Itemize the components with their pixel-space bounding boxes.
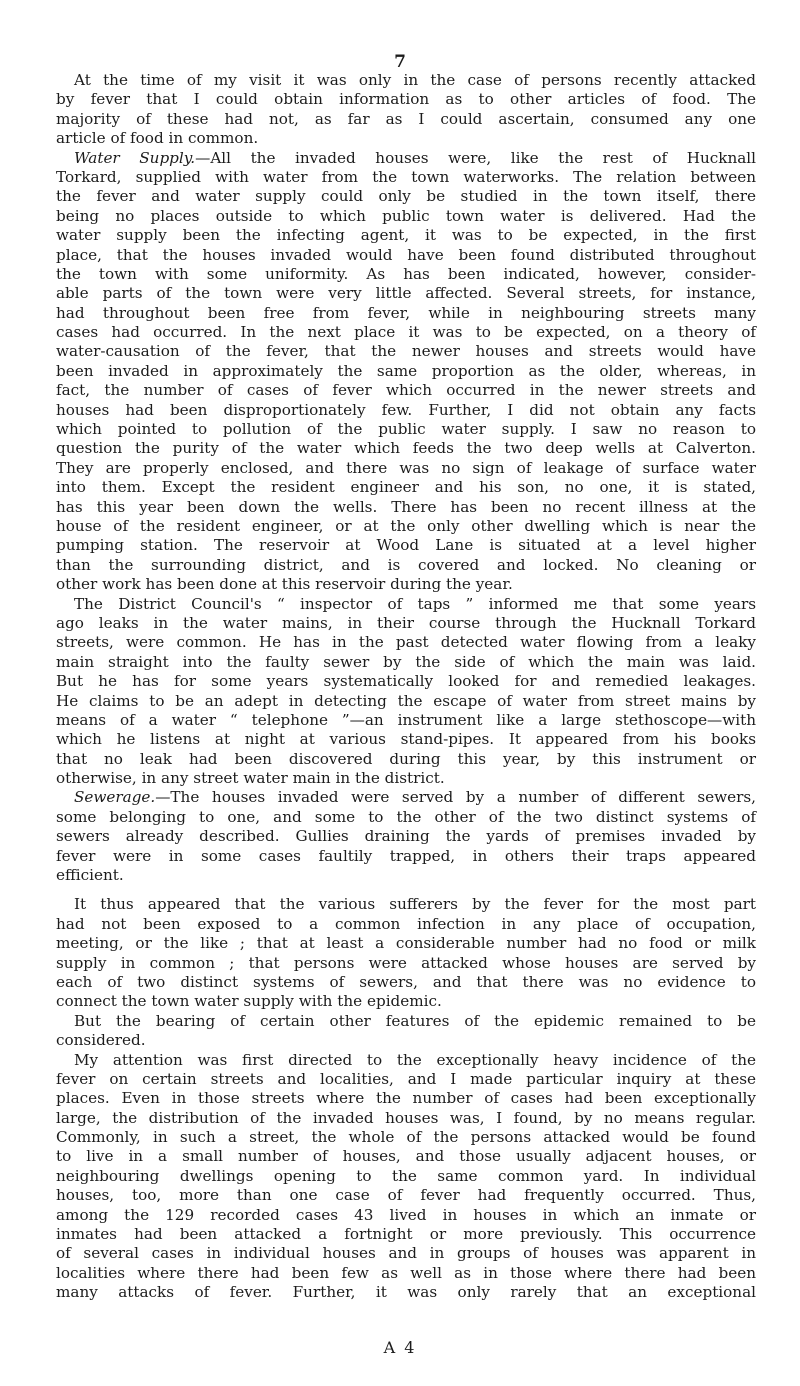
text-line [56,915,756,934]
text-line [56,517,756,536]
signature-mark: A 4 [383,1338,417,1357]
line-text: able parts of the town were very little affected. Several streets, for instance, [56,284,756,303]
line-text: the town with some uniformity. As has been indicated, however, consider- [56,264,756,283]
line-text: considered. [56,1031,146,1050]
text-line [56,381,756,400]
text-line [56,401,756,420]
line-text: meeting, or the like ; that at least a considerable number had no food or milk [56,934,756,953]
line-text: pumping station. The reservoir at Wood Lane is situated at a level higher [56,536,756,555]
line-text: many attacks of fever. Further, it was only rarely that an exceptional [56,1283,756,1302]
text-line [56,129,756,148]
text-line [56,788,756,807]
line-text: had throughout been free from fever, while in neighbouring streets many [56,303,756,322]
line-text: The District Council's “ inspector of taps ” informed me that some years [74,594,756,613]
text-line [56,90,756,109]
line-text: the fever and water supply could only be studied in the town itself, there [56,187,756,206]
line-text: It thus appeared that the various sufferers by the fever for the most part [74,895,756,914]
line-text: Commonly, in such a street, the whole of the persons attacked would be found [56,1128,756,1147]
section-heading: Water Supply. [74,148,196,167]
line-text: fever on certain streets and localities, and I made particular inquiry at these [56,1069,756,1088]
text-line [56,149,756,168]
text-line [56,536,756,555]
line-text: of several cases in individual houses and in groups of houses was apparent in [56,1244,756,1263]
text-line [56,478,756,497]
text-line [56,1186,756,1205]
text-line [56,1206,756,1225]
text-line [56,1264,756,1283]
text-line [56,498,756,517]
text-line [56,954,756,973]
line-text: places. Even in those streets where the number of cases had been exceptionally [56,1089,756,1108]
line-text: majority of these had not, as far as I could ascertain, consumed any one [56,109,756,128]
text-line [56,992,756,1011]
text-line [56,750,756,769]
text-line [56,556,756,575]
text-line [56,1283,756,1302]
text-line [56,1012,756,1031]
text-line [56,284,756,303]
line-text: each of two distinct systems of sewers, and that there was no evidence to [56,972,756,991]
line-text: water supply been the infecting agent, it was to be expected, in the first [56,226,756,245]
text-line [56,265,756,284]
line-text: My attention was first directed to the exceptionally heavy incidence of the [74,1050,756,1069]
line-text: localities where there had been few as well as in those where there had been [56,1263,756,1282]
text-line [56,323,756,342]
text-line [56,653,756,672]
text-line [56,711,756,730]
line-text: large, the distribution of the invaded houses was, I found, by no means regular. [56,1108,756,1127]
text-line [56,1167,756,1186]
text-line [56,1128,756,1147]
text-line [56,692,756,711]
text-line [56,420,756,439]
line-text: supply in common ; that persons were attacked whose houses are served by [56,953,756,972]
text-line [56,769,756,788]
line-text: by fever that I could obtain information as to other articles of food. The [56,90,756,109]
report-body-text [56,71,756,1303]
text-line [56,847,756,866]
text-line [56,459,756,478]
text-line [56,633,756,652]
line-text: fact, the number of cases of fever which occurred in the newer streets and [56,381,756,400]
text-line [56,575,756,594]
text-line [56,304,756,323]
line-text: other work has been done at this reservoir during the year. [56,575,513,594]
line-text: But the bearing of certain other features of the epidemic remained to be [74,1011,756,1030]
line-text: efficient. [56,866,124,885]
text-line [56,1070,756,1089]
line-text: question the purity of the water which feeds the two deep wells at Calverton. [56,439,756,458]
line-text: sewers already described. Gullies draining the yards of premises invaded by [56,827,756,846]
text-line [56,207,756,226]
text-line [56,1225,756,1244]
text-line [56,439,756,458]
line-text: into them. Except the resident engineer and his son, no one, it is stated, [56,478,756,497]
text-line [56,866,756,885]
text-line [56,1109,756,1128]
text-line [56,730,756,749]
line-text: some belonging to one, and some to the other of the two distinct systems of [56,807,756,826]
line-text: had not been exposed to a common infection in any place of occupation, [56,914,756,933]
line-text: place, that the houses invaded would have been found distributed throughout [56,245,756,264]
text-line [56,808,756,827]
line-text: ago leaks in the water mains, in their course through the Hucknall Torkard [56,613,756,632]
page-number: 7 [394,52,406,72]
text-line [56,672,756,691]
line-text: than the surrounding district, and is covered and locked. No cleaning or [56,555,756,574]
line-text: to live in a small number of houses, and those usually adjacent houses, or [56,1147,756,1166]
text-line [56,614,756,633]
text-line [56,226,756,245]
line-text: He claims to be an adept in detecting the escape of water from street mains by [56,691,756,710]
line-text: houses had been disproportionately few. Further, I did not obtain any facts [56,400,756,419]
text-line [56,168,756,187]
line-text: —All the invaded houses were, like the rest of Hucknall [195,148,756,167]
line-text: article of food in common. [56,129,259,148]
line-text: houses, too, more than one case of fever had frequently occurred. Thus, [56,1186,756,1205]
text-line [56,1147,756,1166]
line-text: being no places outside to which public town water is delivered. Had the [56,206,756,225]
line-text: that no leak had been discovered during this year, by this instrument or [56,749,756,768]
line-text: But he has for some years systematically looked for and remedied leakages. [56,672,756,691]
line-text: water-causation of the fever, that the newer houses and streets would have [56,342,756,361]
text-line [56,895,756,914]
text-line [56,1031,756,1050]
text-line [56,342,756,361]
line-text: been invaded in approximately the same proportion as the older, whereas, in [56,361,756,380]
line-text: among the 129 recorded cases 43 lived in houses in which an inmate or [56,1205,756,1224]
text-line [56,827,756,846]
text-line [56,71,756,90]
line-text: main straight into the faulty sewer by the side of which the main was laid. [56,652,756,671]
text-line [56,595,756,614]
line-text: inmates had been attacked a fortnight or more previously. This occurrence [56,1225,756,1244]
text-line [56,362,756,381]
line-text: cases had occurred. In the next place it was to be expected, on a theory of [56,323,756,342]
line-text: Torkard, supplied with water from the town waterworks. The relation between [56,167,756,186]
text-line [56,973,756,992]
text-line [56,187,756,206]
line-text: house of the resident engineer, or at the only other dwelling which is near the [56,516,756,535]
line-text: otherwise, in any street water main in the district. [56,769,445,788]
line-text: —The houses invaded were served by a number of different sewers, [155,788,756,807]
text-line [56,1089,756,1108]
text-line [56,934,756,953]
line-text: neighbouring dwellings opening to the same common yard. In individual [56,1166,756,1185]
section-heading: Sewerage. [74,788,156,807]
text-line [56,1051,756,1070]
text-line [56,1244,756,1263]
line-text: At the time of my visit it was only in the case of persons recently attacked [74,71,756,89]
line-text: means of a water “ telephone ”—an instrument like a large stethoscope—with [56,710,756,729]
line-text: streets, were common. He has in the past detected water flowing from a leaky [56,633,756,652]
text-line [56,110,756,129]
text-line [56,246,756,265]
line-text: has this year been down the wells. There has been no recent illness at the [56,497,756,516]
line-text: which he listens at night at various stand-pipes. It appeared from his books [56,730,756,749]
line-text: They are properly enclosed, and there was no sign of leakage of surface water [56,458,756,477]
line-text: fever were in some cases faultily trapped, in others their traps appeared [56,846,756,865]
line-text: connect the town water supply with the epidemic. [56,992,442,1011]
line-text: which pointed to pollution of the public water supply. I saw no reason to [56,420,756,439]
